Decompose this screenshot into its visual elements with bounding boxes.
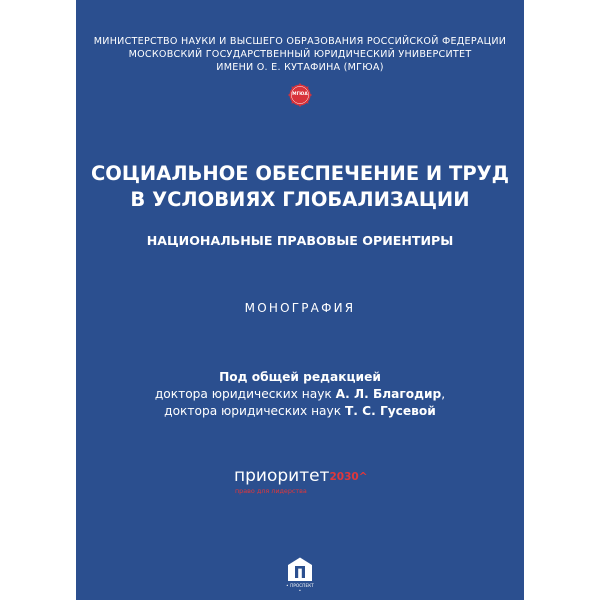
emblem-label: МГЮА: [292, 92, 308, 97]
title-line-2: В УСЛОВИЯХ ГЛОБАЛИЗАЦИИ: [130, 188, 470, 211]
university-name-line: ИМЕНИ О. Е. КУТАФИНА (МГЮА): [216, 62, 384, 73]
editor-2-title: доктора юридических наук: [164, 404, 345, 418]
priority-caret: ^: [358, 471, 368, 483]
editor-line-1: [76, 386, 524, 403]
priority-2030-logo: [234, 466, 374, 506]
priority-wordmark: [234, 466, 368, 487]
editor-1-title: доктора юридических наук: [154, 387, 336, 401]
editor-line-2: [76, 403, 524, 420]
document-type: МОНОГРАФИЯ: [244, 301, 356, 315]
editors-block: [76, 369, 524, 420]
ministry-line: МИНИСТЕРСТВО НАУКИ И ВЫСШЕГО ОБРАЗОВАНИЯ РОССИЙСКОЙ ФЕДЕРАЦИИ: [93, 36, 507, 47]
editors-lead: Под общей редакцией: [219, 370, 381, 384]
book-subtitle: НАЦИОНАЛЬНЫЕ ПРАВОВЫЕ ОРИЕНТИРЫ: [146, 233, 454, 248]
editor-1-punct: ,: [441, 387, 446, 401]
publisher-logo: [285, 556, 315, 593]
university-line: МОСКОВСКИЙ ГОСУДАРСТВЕННЫЙ ЮРИДИЧЕСКИЙ УНИВЕРСИТЕТ: [128, 49, 472, 60]
editor-2-name: Т. С. Гусевой: [344, 404, 436, 418]
book-cover: [76, 0, 524, 600]
book-title: [76, 161, 524, 213]
priority-year: 2030: [329, 471, 359, 483]
publisher-name: • ПРОСПЕКТ •: [286, 583, 314, 593]
title-line-1: СОЦИАЛЬНОЕ ОБЕСПЕЧЕНИЕ И ТРУД: [90, 162, 510, 185]
priority-word: приоритет: [234, 466, 330, 486]
editor-1-name: А. Л. Благодир: [335, 387, 442, 401]
university-emblem-icon: [287, 82, 313, 108]
cover-header: [76, 35, 524, 74]
priority-tagline: право для лидерства: [235, 487, 307, 495]
prospekt-logo-icon: [285, 556, 315, 582]
